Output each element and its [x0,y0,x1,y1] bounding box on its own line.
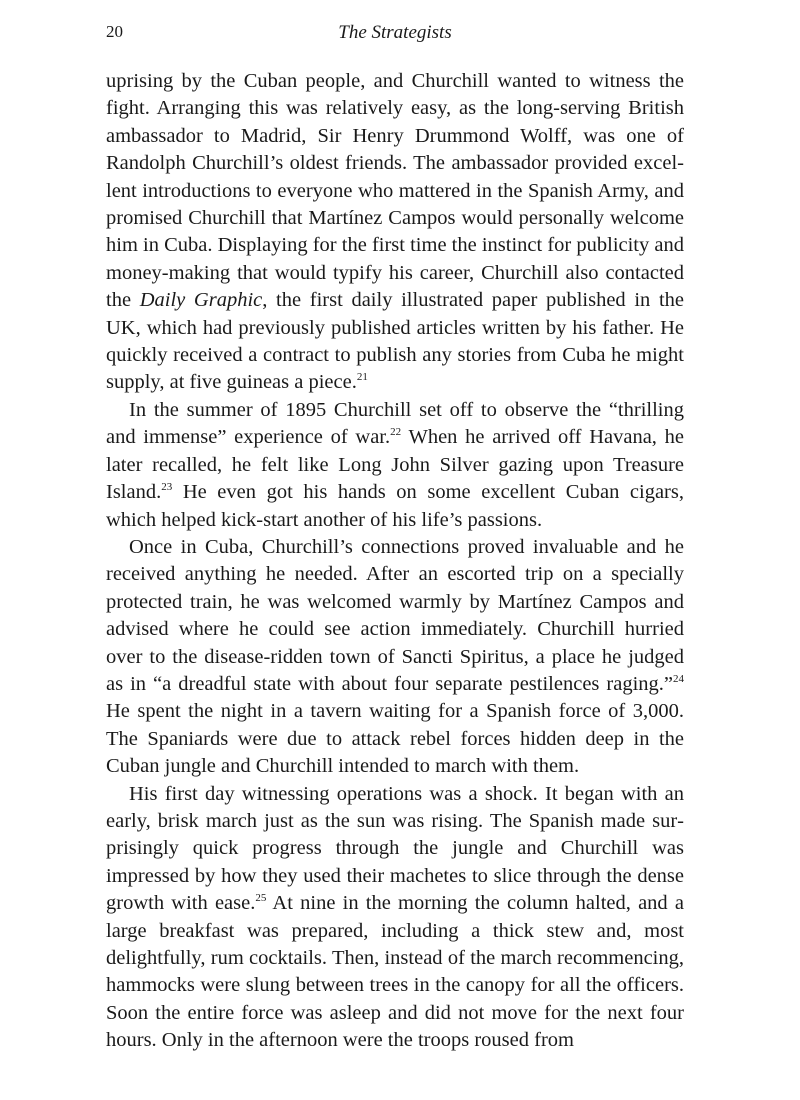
page-header [106,22,684,52]
footnote-marker: 23 [161,481,173,494]
italic-title: Daily Graphic [139,289,263,312]
page-number: 20 [106,22,123,41]
text-run: His first day witnessing operations was a shock. It began with an early, brisk march just as the sun was rising. The Spanish made surprisingly quick progress through the jungle and Churchill was impressed by how they used their machetes to slice through the dense growth with ease. [106,782,684,915]
text-run: , the first daily illustrated paper published in the UK, which had previously published articles written by his father. He quickly received a contract to publish any stories from Cuba he might supply, at five guineas a piece. [106,289,684,394]
paragraph [106,68,684,397]
footnote-marker: 22 [390,426,402,439]
text-run: In the summer of 1895 Churchill set off to observe the “thrilling and immense” experience of war. [106,398,684,449]
footnote-marker: 21 [356,371,368,384]
footnote-marker: 24 [673,673,684,686]
footnote-marker: 25 [255,892,267,905]
body-text [106,68,684,1055]
text-run: At nine in the morning the column halted, and a large breakfast was prepared, including a thick stew and, most delightfully, rum cocktails. Then, instead of the march recommencing, hammocks were slung between trees in the canopy for all the officers. Soon the entire force was asleep and did not move for the next four hours. Only in the afternoon were the troops roused from [106,892,684,1052]
paragraph [106,534,684,781]
paragraph [106,781,684,1055]
paragraph [106,397,684,534]
text-run: He even got his hands on some excellent Cuban cigars, which helped kick-start another of his life’s passions. [106,481,684,531]
text-run: uprising by the Cuban people, and Churchill wanted to witness the fight. Arranging this was relatively easy, as the long-serving British ambassador to Madrid, Sir Henry Drummond Wolff, was one of Randolph Churchill’s oldest friends. The ambassador provided excellent introductions to everyone who mattered in the Spanish Army, and promised Churchill that Martínez Campos would personally welcome him in Cuba. Displaying for the first time the instinct for publicity and money-making that would typify his career, Churchill also contacted the [106,70,684,312]
running-title: The Strategists [338,22,452,43]
text-run: He spent the night in a tavern waiting for a Spanish force of 3,000. The Spaniards were due to attack rebel forces hidden deep in the Cuban jungle and Churchill intended to march with them. [106,700,684,778]
text-run: When he arrived off Havana, he later recalled, he felt like Long John Silver gazing upon Treasure Island. [106,426,684,504]
text-run: Once in Cuba, Churchill’s connections proved invaluable and he received anything he needed. After an escorted trip on a specially protected train, he was welcomed warmly by Martínez Campos and advised where he could see action immediately. Churchill hurried over to the disease-ridden town of Sancti Spiritus, a place he judged as in “a dreadful state with about four separate pestilences raging.” [106,535,684,695]
